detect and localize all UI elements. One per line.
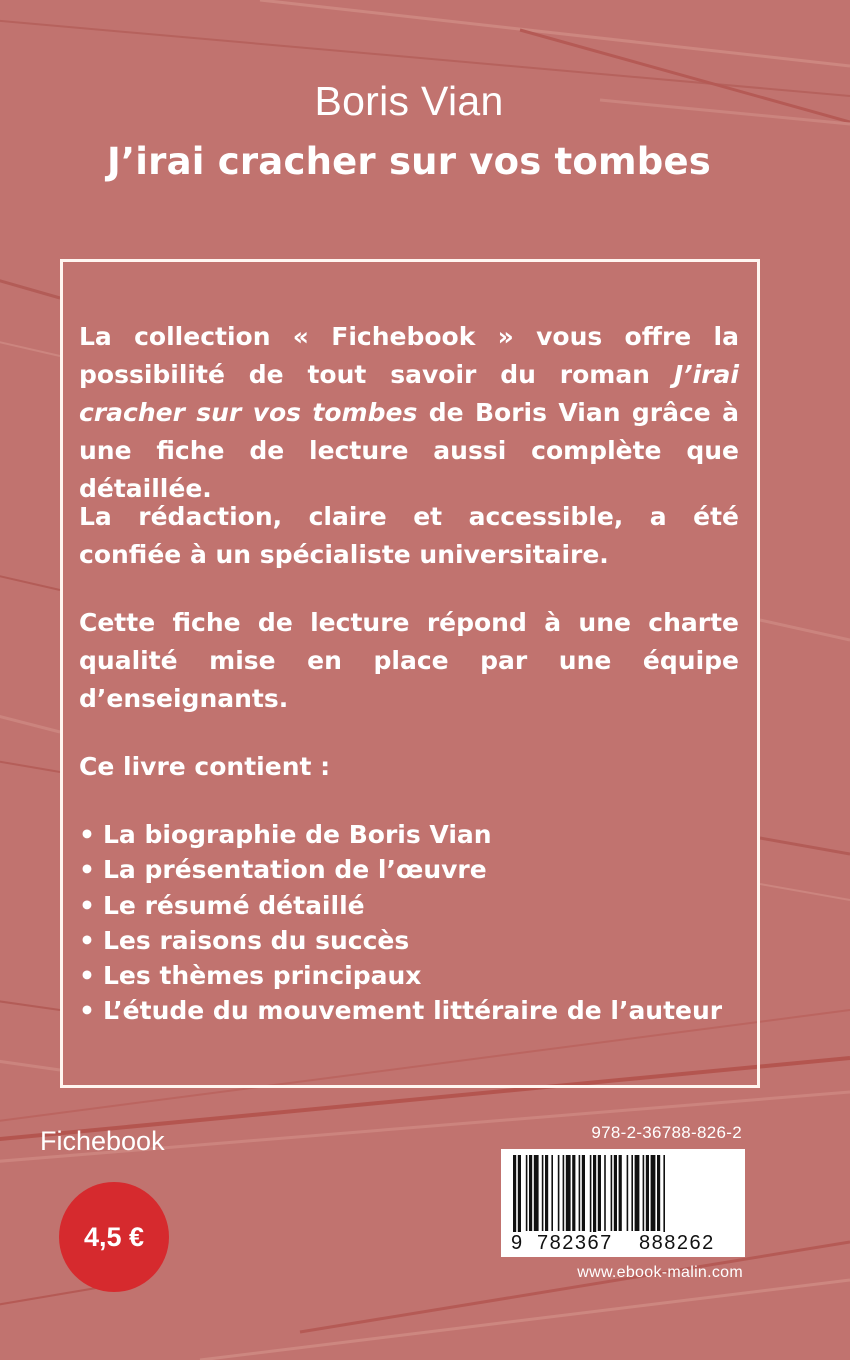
bullet: •	[79, 855, 95, 885]
contents-list	[79, 817, 722, 1029]
list-item	[79, 817, 722, 852]
contents-heading: Ce livre contient :	[79, 752, 331, 781]
website-url: www.ebook-malin.com	[577, 1264, 743, 1281]
barcode-bar	[635, 1155, 640, 1231]
author-name: Boris Vian	[314, 78, 504, 124]
bullet: •	[79, 961, 95, 991]
barcode-bar	[619, 1155, 622, 1231]
barcode-bar	[526, 1155, 528, 1231]
barcode-digits	[501, 1230, 745, 1256]
stripe	[0, 278, 60, 298]
list-item	[79, 852, 722, 887]
price-label: 4,5 €	[83, 1221, 145, 1252]
publisher-name: Fichebook	[40, 1126, 165, 1156]
stripe	[760, 620, 850, 640]
isbn-number: 978-2-36788-826-2	[591, 1123, 742, 1142]
barcode-bar	[558, 1155, 560, 1231]
bullet: •	[79, 890, 95, 920]
paragraph-1-title: J’irai cracher sur vos tombes	[79, 360, 739, 427]
stripe	[0, 340, 60, 356]
barcode-bar	[643, 1155, 645, 1231]
stripe	[760, 838, 850, 854]
barcode-digits-left: 782367	[537, 1232, 613, 1254]
bullet: •	[79, 996, 95, 1026]
stripe	[760, 884, 850, 900]
description-paragraph-2: La rédaction, claire et accessible, a été confiée à un spécialiste universitaire.	[79, 502, 739, 569]
barcode-bar	[646, 1155, 649, 1231]
list-item	[79, 993, 722, 1028]
barcode-bar	[604, 1155, 606, 1231]
bullet: •	[79, 925, 95, 955]
barcode-bar	[582, 1155, 585, 1231]
barcode-bar	[545, 1155, 548, 1231]
list-item-label: La présentation de l’œuvre	[103, 855, 487, 885]
list-item-label: La biographie de Boris Vian	[103, 820, 492, 849]
list-item	[79, 958, 722, 993]
stripe	[0, 574, 60, 590]
list-item-label: Les raisons du succès	[103, 925, 410, 955]
stripe	[200, 1280, 850, 1360]
list-item	[79, 923, 722, 958]
stripe	[0, 714, 60, 732]
list-item-label: L’étude du mouvement littéraire de l’auteur	[103, 996, 723, 1026]
book-title: J’irai cracher sur vos tombes	[107, 140, 711, 183]
price-badge	[59, 1182, 169, 1292]
barcode-bar	[627, 1155, 629, 1231]
barcode-bar	[651, 1155, 656, 1231]
stripe	[0, 1060, 60, 1070]
barcode-bar	[611, 1155, 613, 1231]
barcode-bar	[529, 1155, 532, 1231]
barcode-digit-first: 9	[511, 1232, 523, 1254]
barcode-bar	[579, 1155, 581, 1231]
barcode-bar	[551, 1155, 553, 1231]
barcode-bar	[598, 1155, 601, 1231]
list-item-label: Le résumé détaillé	[103, 890, 365, 920]
stripe	[260, 0, 850, 66]
barcode-bar	[572, 1155, 575, 1231]
stripe	[0, 760, 60, 772]
paragraph-1-end: de Boris Vian grâce à une fiche de lecture aussi complète que détaillée.	[79, 398, 739, 503]
stripe	[0, 1000, 60, 1010]
barcode-digits-right: 888262	[639, 1232, 715, 1254]
barcode-bar	[657, 1155, 660, 1231]
barcode-bar	[631, 1155, 633, 1231]
bullet: •	[79, 820, 95, 849]
paragraph-1-start: La collection « Fichebook » vous offre la possibilité de tout savoir du roman	[79, 322, 739, 389]
barcode-bar	[614, 1155, 617, 1231]
barcode-bar	[566, 1155, 571, 1231]
barcode-bar	[542, 1155, 544, 1231]
barcode-bar	[534, 1155, 539, 1231]
description-paragraph-3: Cette fiche de lecture répond à une charte qualité mise en place par une équipe d’enseignants.	[79, 608, 739, 713]
list-item-label: Les thèmes principaux	[103, 961, 422, 991]
description-paragraph-1	[79, 318, 739, 508]
barcode-bar	[563, 1155, 565, 1231]
list-item	[79, 888, 722, 923]
